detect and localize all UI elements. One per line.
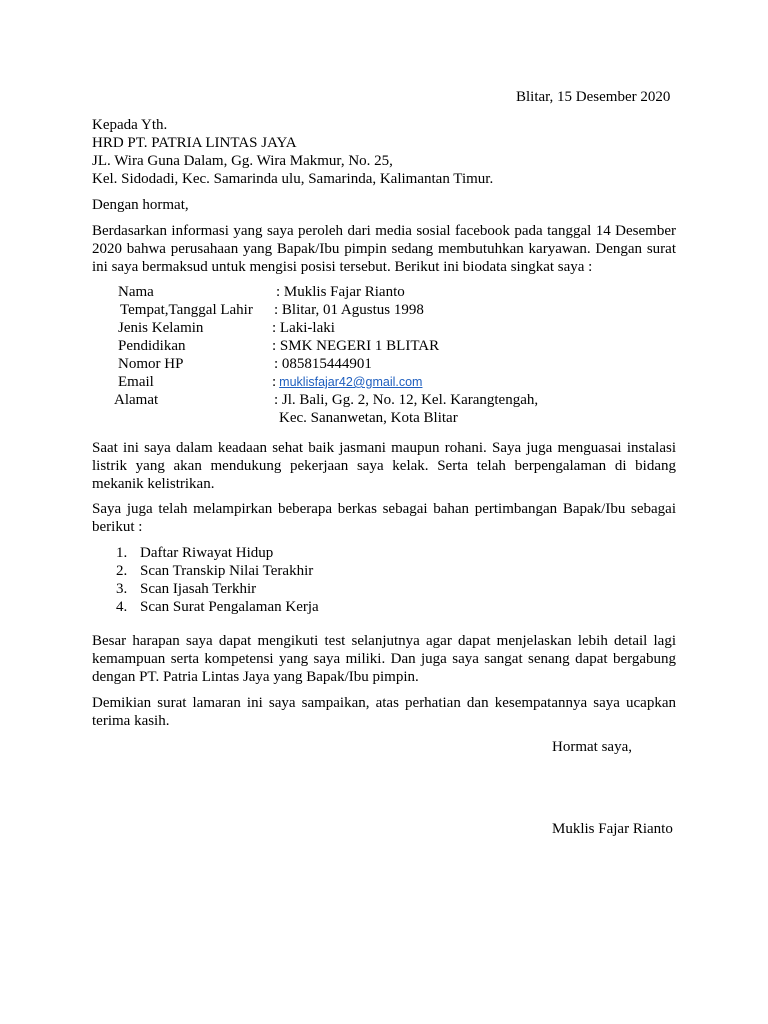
biodata-nama-label: Nama <box>118 284 154 300</box>
biodata-email-row <box>272 373 422 391</box>
biodata-nama-value: : Muklis Fajar Rianto <box>276 284 405 300</box>
intro-line-2: 2020 bahwa perusahaan yang Bapak/Ibu pimpin sedang membutuhkan karyawan. Dengan surat <box>92 241 676 257</box>
list-item-number: 1. <box>116 545 128 561</box>
sign-off: Hormat saya, <box>552 739 632 755</box>
biodata-email-colon: : <box>272 374 277 390</box>
biodata-pendidikan-label: Pendidikan <box>118 338 186 354</box>
biodata-alamat-label: Alamat <box>114 392 159 408</box>
recipient-salutation: Kepada Yth. <box>92 117 168 133</box>
list-item-number: 2. <box>116 563 128 579</box>
list-item-number: 3. <box>116 581 128 597</box>
biodata-ttl-label: Tempat,Tanggal Lahir <box>120 302 253 318</box>
recipient-address-line1: JL. Wira Guna Dalam, Gg. Wira Makmur, No. 25, <box>92 153 393 169</box>
list-item: Scan Transkip Nilai Terakhir <box>140 563 314 579</box>
place-date: Blitar, 15 Desember 2020 <box>516 89 671 105</box>
hope-line-3: dengan PT. Patria Lintas Jaya yang Bapak/Ibu pimpin. <box>92 669 419 685</box>
biodata-email-label: Email <box>118 374 154 390</box>
biodata-alamat-value-line1: : Jl. Bali, Gg. 2, No. 12, Kel. Karangtengah, <box>274 392 539 408</box>
closing-line-1: Demikian surat lamaran ini saya sampaikan, atas perhatian dan kesempatannya saya ucapkan <box>92 695 676 711</box>
biodata-jk-label: Jenis Kelamin <box>118 320 204 336</box>
biodata-jk-value: : Laki-laki <box>272 320 335 336</box>
health-line-3: mekanik kelistrikan. <box>92 476 215 492</box>
biodata-hp-label: Nomor HP <box>118 356 184 372</box>
biodata-pendidikan-value: : SMK NEGERI 1 BLITAR <box>272 338 440 354</box>
health-line-2: listrik yang akan mendukung pekerjaan saya kelak. Serta telah berpengalaman di bidang <box>92 458 676 474</box>
hope-line-2: kemampuan serta kompetensi yang saya miliki. Dan juga saya sangat senang dapat bergabung <box>92 651 676 667</box>
health-line-1: Saat ini saya dalam keadaan sehat baik jasmani maupun rohani. Saya juga menguasai instalasi <box>92 440 676 456</box>
biodata-ttl-value: : Blitar, 01 Agustus 1998 <box>274 302 424 318</box>
closing-line-2: terima kasih. <box>92 713 170 729</box>
hope-line-1: Besar harapan saya dapat mengikuti test selanjutnya agar dapat menjelaskan lebih detail lagi <box>92 633 676 649</box>
attach-line-2: berikut : <box>92 519 143 535</box>
recipient-address-line2: Kel. Sidodadi, Kec. Samarinda ulu, Samarinda, Kalimantan Timur. <box>92 171 494 187</box>
list-item-number: 4. <box>116 599 128 615</box>
biodata-alamat-value-line2: Kec. Sananwetan, Kota Blitar <box>279 410 458 426</box>
signature-name: Muklis Fajar Rianto <box>552 821 673 837</box>
intro-line-1: Berdasarkan informasi yang saya peroleh dari media sosial facebook pada tanggal 14 Desember <box>92 223 676 239</box>
email-link[interactable]: muklisfajar42@gmail.com <box>279 375 423 389</box>
list-item: Daftar Riwayat Hidup <box>140 545 274 561</box>
recipient-company: HRD PT. PATRIA LINTAS JAYA <box>92 135 297 151</box>
biodata-hp-value: : 085815444901 <box>274 356 372 372</box>
attach-line-1: Saya juga telah melampirkan beberapa berkas sebagai bahan pertimbangan Bapak/Ibu sebagai <box>92 501 676 517</box>
list-item: Scan Surat Pengalaman Kerja <box>140 599 319 615</box>
list-item: Scan Ijasah Terkhir <box>140 581 257 597</box>
intro-line-3: ini saya bermaksud untuk mengisi posisi tersebut. Berikut ini biodata singkat saya : <box>92 259 593 275</box>
greeting: Dengan hormat, <box>92 197 189 213</box>
